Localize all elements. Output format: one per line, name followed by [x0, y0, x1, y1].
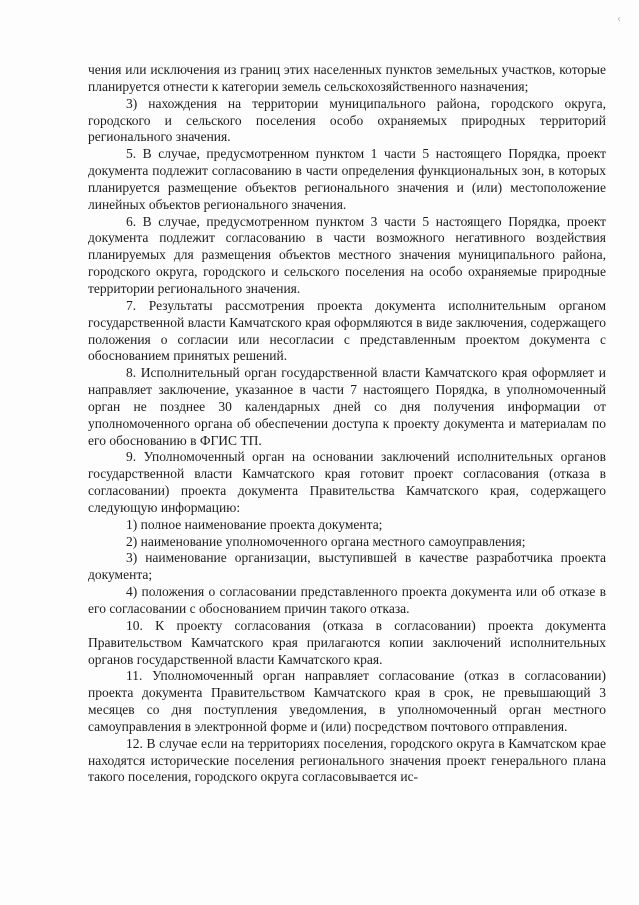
- paragraph-item-3: 3) нахождения на территории муниципального района, городского округа, городского и сельского поселения особо охраняемых природных территорий регионального значения.: [88, 95, 606, 145]
- document-body: [88, 62, 606, 786]
- paragraph-7: 7. Результаты рассмотрения проекта документа исполнительным органом государственной власти Камчатского края оформляются в виде заключения, содержащего положения о согласии или несогласии с представленным проектом документа с обоснованием принятых решений.: [88, 297, 606, 364]
- paragraph-9-item-2: 2) наименование уполномоченного органа местного самоуправления;: [126, 533, 526, 549]
- paragraph-6: 6. В случае, предусмотренном пунктом 3 части 5 настоящего Порядка, проект документа подлежит согласованию в части возможного негативного воздействия планируемых для размещения объектов местного значения муниципального района, городского округа, городского и сельского поселения на особо охраняемые природные территории регионального значения.: [88, 213, 606, 296]
- paragraph-9-item-4: 4) положения о согласовании представленного проекта документа или об отказе в его согласовании с обоснованием причин такого отказа.: [88, 584, 606, 616]
- paragraph-12: 12. В случае если на территориях поселения, городского округа в Камчатском крае находятся исторические поселения регионального значения проект генерального плана такого поселения, городского округа согласовывается ис-: [88, 735, 606, 785]
- paragraph-continuation: чения или исключения из границ этих населенных пунктов земельных участков, которые планируется отнести к категории земель сельскохозяйственного назначения;: [88, 62, 606, 94]
- paragraph-5: 5. В случае, предусмотренном пунктом 1 части 5 настоящего Порядка, проект документа подлежит согласованию в части определения функциональных зон, в которых планируется размещение объектов регионального значения и (или) местоположение линейных объектов регионального значения.: [88, 146, 606, 212]
- paragraph-9: 9. Уполномоченный орган на основании заключений исполнительных органов государственной власти Камчатского края готовит проект согласования (отказа в согласовании) проекта документа Правительства Камчатского края, содержащего следующую информацию:: [88, 449, 606, 515]
- paragraph-10: 10. К проекту согласования (отказа в согласовании) проекта документа Правительством Камчатского края прилагаются копии заключений исполнительных органов государственной власти Камчатского края.: [88, 617, 606, 667]
- paragraph-9-item-3: 3) наименование организации, выступившей в качестве разработчика проекта документа;: [88, 550, 606, 583]
- paragraph-8: 8. Исполнительный орган государственной власти Камчатского края оформляет и направляет заключение, указанное в части 7 настоящего Порядка, в уполномоченный орган не позднее 30 календарных дней со дня получения информации от уполномоченного органа об обеспечении доступа к проекту документа и материалам по его обоснованию в ФГИС ТП.: [88, 365, 606, 448]
- paragraph-9-item-1: 1) полное наименование проекта документа;: [126, 516, 383, 532]
- corner-mark: ‹: [617, 14, 621, 25]
- paragraph-11: 11. Уполномоченный орган направляет согласование (отказ в согласовании) проекта документа Правительством Камчатского края в срок, не превышающий 3 месяцев со дня поступления уведомления, в уполномоченный орган местного самоуправления в электронной форме и (или) посредством почтового отправления.: [88, 668, 606, 734]
